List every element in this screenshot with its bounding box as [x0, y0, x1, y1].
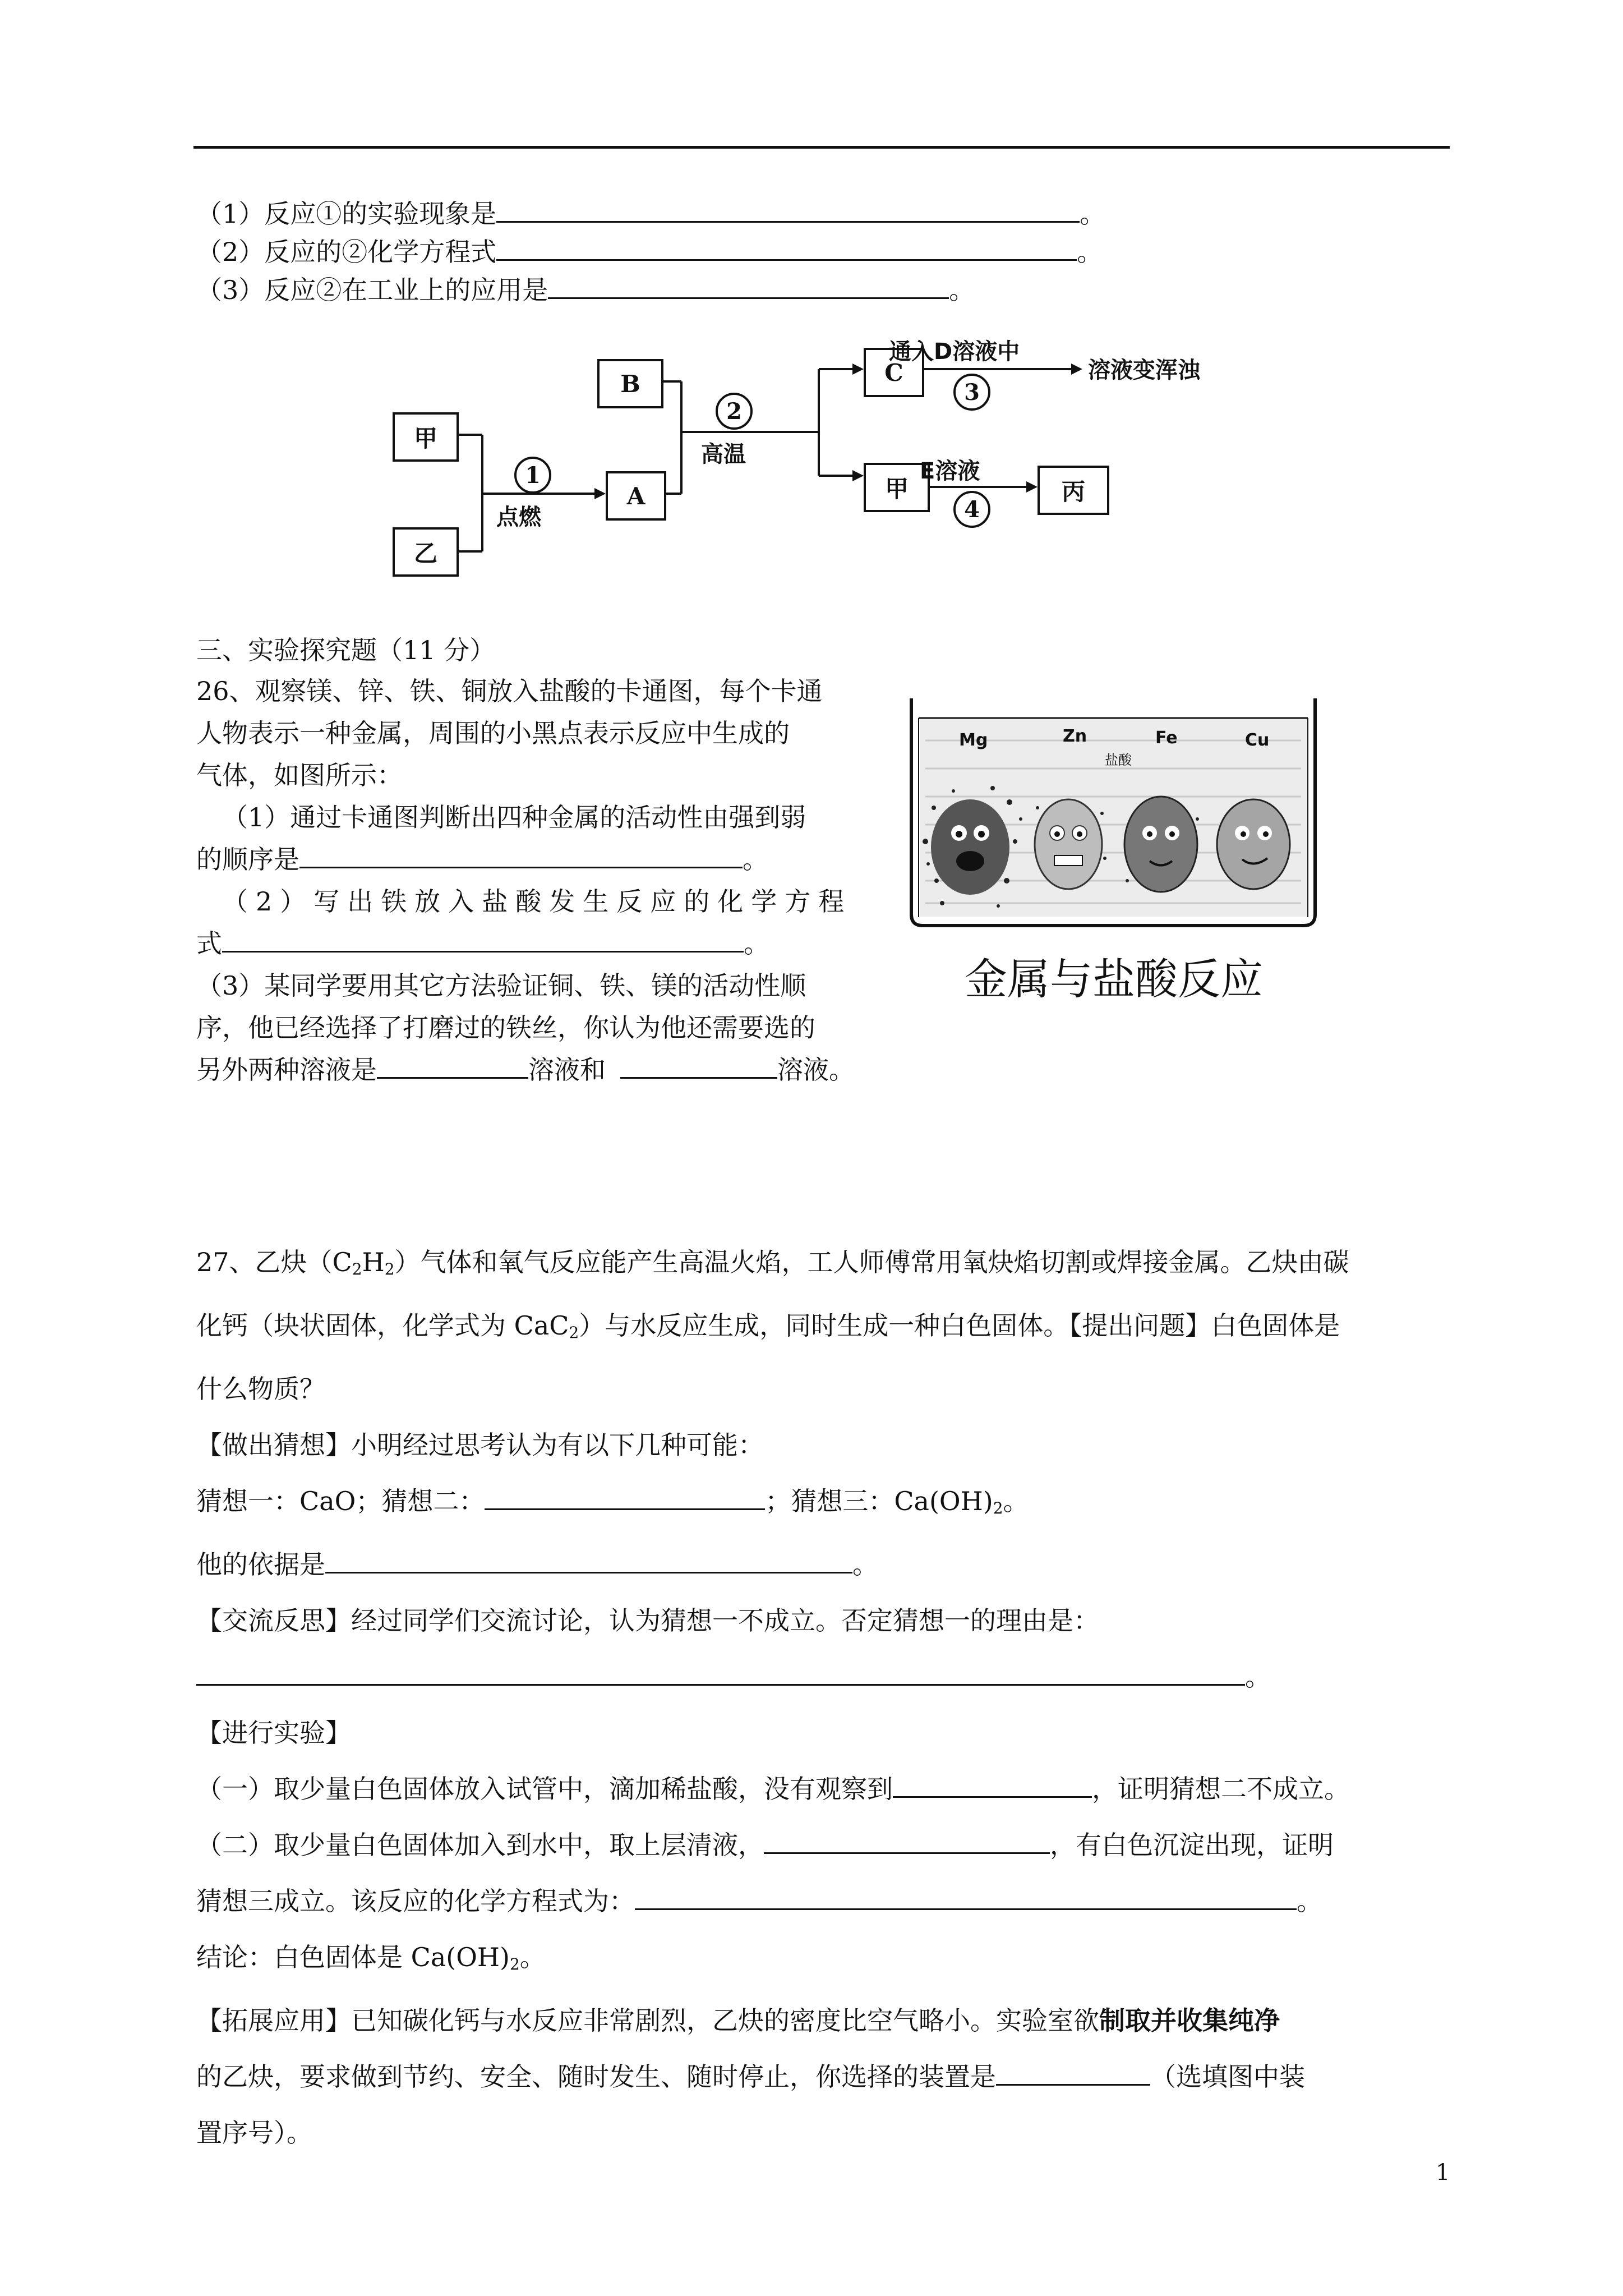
- q26-part-1-prompt: 的顺序是: [196, 844, 299, 875]
- text: （一）取少量白色固体放入试管中，滴加稀盐酸，没有观察到: [196, 1774, 893, 1804]
- q27-guesses: [196, 1473, 1453, 1536]
- q26-part-3-line-2: 序，他已经选择了打磨过的铁丝，你认为他还需要选的: [196, 1013, 815, 1043]
- answer-blank[interactable]: [222, 926, 744, 953]
- step-3-label: 通入D溶液中: [889, 339, 1020, 365]
- text: ，有白色沉淀出现，证明: [1050, 1830, 1334, 1860]
- illustration-caption: 金属与盐酸反应: [965, 954, 1263, 1004]
- q27-experiment-heading: 【进行实验】: [196, 1718, 351, 1748]
- substance-jia-2: 甲: [864, 463, 930, 512]
- answer-blank[interactable]: [485, 1484, 765, 1510]
- q27-extension-3: 置序号）。: [196, 2118, 312, 2148]
- q27-basis: [196, 1536, 1453, 1593]
- q27-experiment-1: [196, 1761, 1453, 1817]
- q27-experiment-2-cont: [196, 1873, 1453, 1929]
- text: 【拓展应用】已知碳化钙与水反应非常剧烈，乙炔的密度比空气略小。实验室欲: [196, 2005, 1099, 2036]
- q27-reflect: 【交流反思】经过同学们交流讨论，认为猜想一不成立。否定猜想一的理由是：: [196, 1605, 1099, 1636]
- answer-blank[interactable]: [893, 1772, 1092, 1798]
- period: 。: [949, 275, 975, 305]
- period: 。: [1297, 1886, 1322, 1916]
- substance-yi: 乙: [393, 527, 459, 577]
- period: 。: [852, 1549, 878, 1580]
- acid-label: 盐酸: [1105, 752, 1132, 768]
- answer-blank[interactable]: [325, 1547, 852, 1573]
- q26-part-1-line-2: [196, 839, 892, 881]
- q27-line-1: [196, 1234, 1453, 1297]
- text: ；猜想三：Ca(OH): [765, 1486, 993, 1516]
- text: ）与水反应生成，同时生成一种白色固体。【提出问题】白色固体是: [579, 1310, 1340, 1341]
- q27-line-1-text: [196, 1234, 1349, 1297]
- q27-line-2: [196, 1297, 1453, 1361]
- cu-character: [1217, 799, 1290, 889]
- answer-blank[interactable]: [635, 1884, 1297, 1910]
- text: 他的依据是: [196, 1549, 325, 1580]
- q26-intro-line-3: 气体，如图所示：: [196, 760, 403, 790]
- text: 猜想一：CaO；猜想二：: [196, 1486, 485, 1516]
- q26-part-3-line-3: [196, 1049, 892, 1091]
- q27-line-3: 什么物质？: [196, 1374, 325, 1404]
- q26-part-3-line-1: （3）某同学要用其它方法验证铜、铁、镁的活动性顺: [196, 970, 806, 1001]
- step-4-marker: 4: [953, 491, 990, 528]
- page-number: 1: [1436, 2160, 1450, 2185]
- subscript: 2: [509, 1955, 520, 1973]
- q26-part-3-mid: 溶液和: [528, 1055, 606, 1085]
- metal-label-fe: Fe: [1155, 728, 1178, 748]
- q27-experiment-2: [196, 1817, 1453, 1873]
- mg-character: [931, 799, 1009, 895]
- q26-part-2-line-1: （2）写出铁放入盐酸发生反应的化学方程: [222, 886, 852, 917]
- answer-blank[interactable]: [377, 1052, 528, 1079]
- q27-guess-heading: 【做出猜想】小明经过思考认为有以下几种可能：: [196, 1430, 764, 1460]
- reaction-diagram: [381, 331, 1279, 589]
- text: 的乙炔，要求做到节约、安全、随时发生、随时停止，你选择的装置是: [196, 2062, 996, 2092]
- question-2: [196, 234, 1103, 269]
- period: 。: [743, 844, 768, 875]
- metal-label-mg: Mg: [959, 730, 988, 750]
- q26-part-1-line-1: （1）通过卡通图判断出四种金属的活动性由强到弱: [222, 802, 806, 832]
- step-4-label: E溶液: [920, 458, 980, 484]
- text: 。: [1003, 1486, 1029, 1516]
- step-1-label: 点燃: [496, 504, 541, 530]
- q26-part-3-end: 溶液。: [777, 1055, 855, 1085]
- header-rule: [193, 146, 1450, 149]
- substance-bing: 丙: [1038, 466, 1109, 515]
- q26-part-3-prompt: 另外两种溶液是: [196, 1055, 377, 1085]
- metal-label-cu: Cu: [1245, 730, 1270, 750]
- q26-part-2-line-2: [196, 923, 892, 965]
- subscript: 2: [352, 1260, 362, 1278]
- answer-blank[interactable]: [996, 2059, 1150, 2086]
- substance-jia: 甲: [393, 412, 459, 462]
- q27-reflect-answer: [196, 1649, 1453, 1705]
- text: 化钙（块状固体，化学式为 CaC: [196, 1310, 569, 1341]
- step-3-result: 溶液变浑浊: [1088, 357, 1200, 383]
- text: 猜想三成立。该反应的化学方程式为：: [196, 1886, 635, 1916]
- period: 。: [744, 928, 769, 959]
- step-2-label: 高温: [701, 441, 746, 467]
- step-1-marker: 1: [514, 457, 551, 494]
- q27-extension: [196, 1993, 1453, 2049]
- q26-part-2-prompt: 式: [196, 928, 222, 959]
- text: 结论：白色固体是 Ca(OH): [196, 1942, 510, 1972]
- answer-blank[interactable]: [196, 1659, 1245, 1686]
- text: ，证明猜想二不成立。: [1092, 1774, 1350, 1804]
- period: 。: [1080, 199, 1106, 229]
- fe-character: [1124, 797, 1197, 892]
- answer-blank[interactable]: [620, 1052, 777, 1079]
- bold-text: 制取并收集纯净: [1099, 2005, 1280, 2036]
- step-2-marker: 2: [716, 393, 753, 430]
- text: H: [362, 1247, 385, 1277]
- answer-blank[interactable]: [496, 234, 1077, 261]
- substance-b: B: [597, 359, 663, 408]
- answer-blank[interactable]: [496, 196, 1080, 223]
- question-3-text: （3）反应②在工业上的应用是: [196, 275, 548, 305]
- subscript: 2: [993, 1499, 1003, 1517]
- q26-intro-line-1: 26、观察镁、锌、铁、铜放入盐酸的卡通图，每个卡通: [196, 676, 823, 706]
- q26-intro-line-2: 人物表示一种金属，周围的小黑点表示反应中生成的: [196, 718, 790, 748]
- question-27: [196, 1234, 1453, 2161]
- substance-a: A: [606, 471, 666, 521]
- question-1: [196, 196, 1105, 231]
- answer-blank[interactable]: [299, 842, 743, 868]
- text: ）气体和氧气反应能产生高温火焰，工人师傅常用氧炔焰切割或焊接金属。乙炔由碳: [394, 1247, 1349, 1277]
- answer-blank[interactable]: [548, 273, 949, 299]
- text: （二）取少量白色固体加入到水中，取上层清液，: [196, 1830, 764, 1860]
- subscript: 2: [384, 1260, 395, 1278]
- question-2-text: （2）反应的②化学方程式: [196, 237, 497, 267]
- substance-c: C: [864, 348, 924, 397]
- answer-blank[interactable]: [764, 1828, 1050, 1854]
- metal-acid-illustration: [903, 696, 1324, 1010]
- text: （选填图中装: [1150, 2062, 1305, 2092]
- period: 。: [1077, 237, 1103, 267]
- subscript: 2: [569, 1323, 579, 1342]
- zn-character: [1035, 799, 1102, 889]
- text: 27、乙炔（C: [196, 1247, 352, 1277]
- metal-label-zn: Zn: [1063, 726, 1087, 746]
- q27-conclusion: [196, 1929, 1453, 1993]
- question-3: [196, 273, 975, 307]
- q27-extension-2: [196, 2049, 1453, 2105]
- step-3-marker: 3: [953, 374, 990, 411]
- period: 。: [519, 1942, 546, 1972]
- question-1-text: （1）反应①的实验现象是: [196, 199, 497, 229]
- question-26: [196, 670, 892, 1091]
- section-heading: 三、实验探究题（11 分）: [196, 635, 496, 665]
- period: 。: [1245, 1662, 1271, 1692]
